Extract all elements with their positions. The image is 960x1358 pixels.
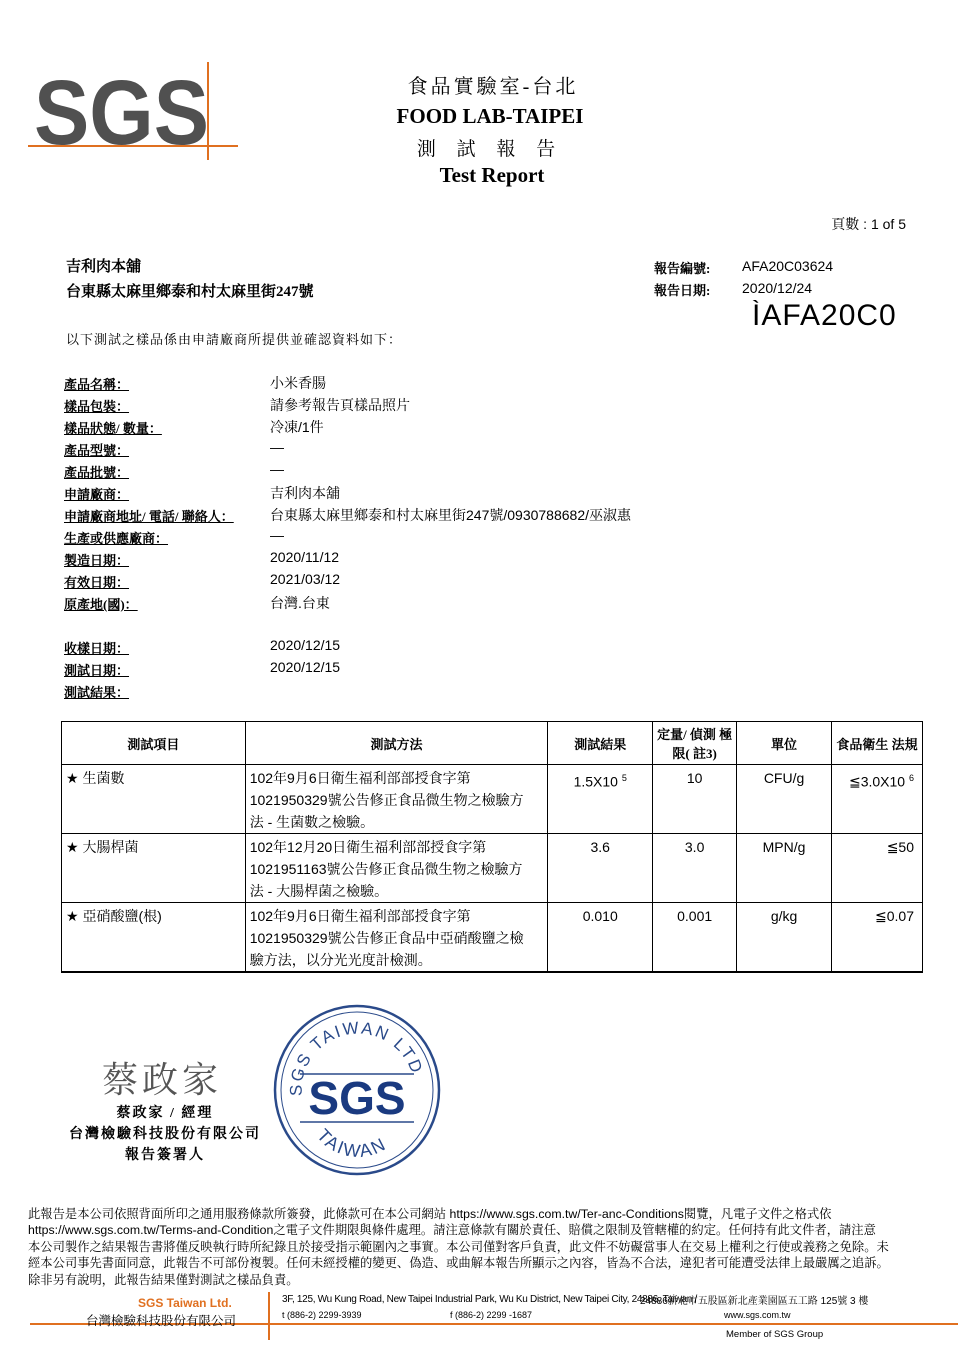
table-header-row — [62, 722, 923, 765]
disclaimer-line: 本公司製作之結果報告書將僅反映執行時所紀錄且於接受指示範圍內之事實。本公司僅對客戶負責，此文件不妨礙當事人在交易上權利之行使或義務之免除。未 — [28, 1240, 889, 1254]
col-header-item: 測試項目 — [62, 722, 246, 765]
field-label: 樣品狀態/ 數量： — [64, 421, 162, 436]
svg-text:SGS: SGS — [308, 1072, 406, 1124]
footer-company-zh: 台灣檢驗科技股份有限公司 — [86, 1314, 237, 1328]
method-line: 法 - 大腸桿菌之檢驗。 — [249, 883, 389, 899]
footer-phone: t (886-2) 2299-3939 — [282, 1310, 362, 1320]
svg-text:SGS: SGS — [34, 62, 209, 160]
table-row — [62, 834, 923, 903]
test-regulation: ≦0.07 — [832, 903, 923, 973]
test-method — [245, 903, 548, 973]
col-header-limit: 定量/ 偵測 極限( 註3) — [653, 722, 737, 765]
report-no-label: 報告編號: — [654, 261, 711, 276]
footer-member: Member of SGS Group — [726, 1329, 824, 1340]
lab-title-en: FOOD LAB-TAIPEI — [396, 104, 584, 128]
test-method — [245, 834, 548, 903]
result-exponent: 5 — [621, 773, 627, 783]
field-value: 請參考報告頁樣品照片 — [270, 397, 410, 413]
table-row — [62, 903, 923, 973]
test-limit: 3.0 — [653, 834, 737, 903]
test-result: 0.010 — [548, 903, 653, 973]
disclaimer-line: 經本公司事先書面同意，此報告不可部份複製。任何未經授權的變更、偽造、或曲解本報告所顯示之內容，皆為不合法，違犯者可能遭受法律上最嚴厲之追訴。 — [28, 1256, 889, 1270]
report-no-value: AFA20C03624 — [742, 258, 834, 274]
field-value: 台東縣太麻里鄉泰和村太麻里街247號/0930788682/巫淑惠 — [270, 507, 631, 523]
footer-fax: f (886-2) 2299 -1687 — [450, 1310, 533, 1320]
field-label: 產品型號： — [64, 443, 130, 458]
field-value: — — [270, 461, 284, 477]
field-label: 樣品包裝： — [64, 399, 130, 414]
col-header-unit: 單位 — [737, 722, 832, 765]
field-label: 申請廠商： — [64, 487, 130, 502]
field-value: 2020/11/12 — [270, 549, 340, 565]
svg-text:TAIWAN: TAIWAN — [313, 1125, 390, 1162]
field-label: 產品批號： — [64, 465, 130, 480]
doc-title-en: Test Report — [439, 163, 545, 187]
field-label: 測試日期： — [64, 663, 130, 678]
method-line: 1021951163號公告修正食品微生物之檢驗方 — [249, 861, 523, 877]
intro-text: 以下測試之樣品係由申請廠商所提供並確認資料如下： — [66, 332, 403, 347]
field-value: 冷凍/1件 — [270, 419, 324, 435]
field-value: 2020/12/15 — [270, 637, 341, 653]
signer-name: 蔡政家 / 經理 — [116, 1106, 214, 1121]
field-label: 收樣日期： — [64, 641, 130, 656]
field-label: 有效日期： — [64, 575, 130, 590]
client-name: 吉利肉本舖 — [66, 259, 142, 275]
footer-website: www.sgs.com.tw — [724, 1310, 791, 1320]
field-value: 小米香腸 — [270, 375, 326, 391]
method-line: 1021950329號公告修正食品中亞硝酸鹽之檢 — [249, 930, 524, 946]
report-date-label: 報告日期: — [654, 283, 711, 298]
test-result — [548, 765, 653, 834]
doc-title-zh: 測 試 報 告 — [416, 139, 564, 160]
disclaimer-line: 除非另有說明，此報告結果僅對測試之樣品負責。 — [28, 1273, 299, 1287]
barcode: ÌAFA20C0 — [752, 300, 897, 326]
test-regulation — [832, 765, 923, 834]
signer-company: 台灣檢驗科技股份有限公司 — [69, 1127, 261, 1142]
field-value: 吉利肉本舖 — [270, 485, 340, 501]
regulation-value: ≦3.0X10 — [848, 773, 906, 790]
footer-divider-vertical — [268, 1292, 270, 1340]
field-label: 生產或供應廠商： — [64, 531, 169, 546]
test-unit: g/kg — [737, 903, 832, 973]
table-row — [62, 765, 923, 834]
field-label: 申請廠商地址/ 電話/ 聯絡人： — [64, 509, 234, 524]
footer-address-en: 3F, 125, Wu Kung Road, New Taipei Industrial Park, Wu Ku District, New Taipei City, 24886, Taiwan / — [282, 1294, 697, 1305]
test-unit: CFU/g — [737, 765, 832, 834]
handwritten-signature: 蔡政家 — [102, 1060, 223, 1101]
disclaimer-line: https://www.sgs.com.tw/Terms-and-Condition之電子文件期限與條件處理。請注意條款有關於責任、賠償之限制及管轄權的約定。任何持有此文件者，請注意 — [28, 1223, 876, 1237]
test-method — [245, 765, 548, 834]
field-value: — — [270, 527, 284, 543]
company-seal — [272, 1004, 442, 1176]
signer-role: 報告簽署人 — [125, 1148, 205, 1163]
results-table — [61, 721, 923, 973]
col-header-regulation: 食品衛生 法規 — [832, 722, 923, 765]
test-result: 3.6 — [548, 834, 653, 903]
regulation-exponent: 6 — [908, 773, 914, 783]
test-item: ★ 大腸桿菌 — [62, 834, 246, 903]
report-date-value: 2020/12/24 — [742, 280, 813, 296]
test-unit: MPN/g — [737, 834, 832, 903]
field-value: 2020/12/15 — [270, 659, 341, 675]
result-value: 1.5X10 — [573, 773, 618, 790]
field-value: — — [270, 439, 284, 455]
test-item: ★ 生菌數 — [62, 765, 246, 834]
field-value: 2021/03/12 — [270, 571, 341, 587]
page-number: 頁數 : 1 of 5 — [831, 216, 906, 232]
method-line: 102年12月20日衛生福利部部授食字第 — [249, 839, 487, 855]
test-limit: 0.001 — [653, 903, 737, 973]
method-line: 驗方法，以分光光度計檢測。 — [249, 952, 432, 968]
test-regulation: ≦50 — [832, 834, 923, 903]
method-line: 法 - 生菌數之檢驗。 — [249, 814, 375, 830]
col-header-result: 測試結果 — [548, 722, 653, 765]
method-line: 102年9月6日衛生福利部部授食字第 — [249, 908, 471, 924]
method-line: 102年9月6日衛生福利部部授食字第 — [249, 770, 471, 786]
method-line: 1021950329號公告修正食品微生物之檢驗方 — [249, 792, 524, 808]
client-address: 台東縣太麻里鄉泰和村太麻里街247號 — [66, 284, 314, 300]
test-limit: 10 — [653, 765, 737, 834]
col-header-method: 測試方法 — [245, 722, 548, 765]
field-label: 測試結果： — [64, 685, 130, 700]
svg-text:SGS TAIWAN LTD: SGS TAIWAN LTD — [286, 1018, 427, 1097]
footer-company-en: SGS Taiwan Ltd. — [138, 1296, 232, 1310]
field-label: 原產地(國)： — [64, 597, 138, 612]
lab-title-zh: 食品實驗室-台北 — [407, 76, 579, 98]
test-item: ★ 亞硝酸鹽(根) — [62, 903, 246, 973]
footer-address-zh: 24886新北市五股區新北產業園區五工路 125號 3 樓 — [640, 1296, 869, 1307]
field-value: 台灣.台東 — [270, 595, 330, 611]
disclaimer-line: 此報告是本公司依照背面所印之通用服務條款所簽發，此條款可在本公司網站 https://www.sgs.com.tw/Ter-anc-Conditions閱覽，凡電子文件之格式依 — [28, 1207, 832, 1221]
field-label: 製造日期： — [64, 553, 130, 568]
field-label: 產品名稱： — [64, 377, 130, 392]
